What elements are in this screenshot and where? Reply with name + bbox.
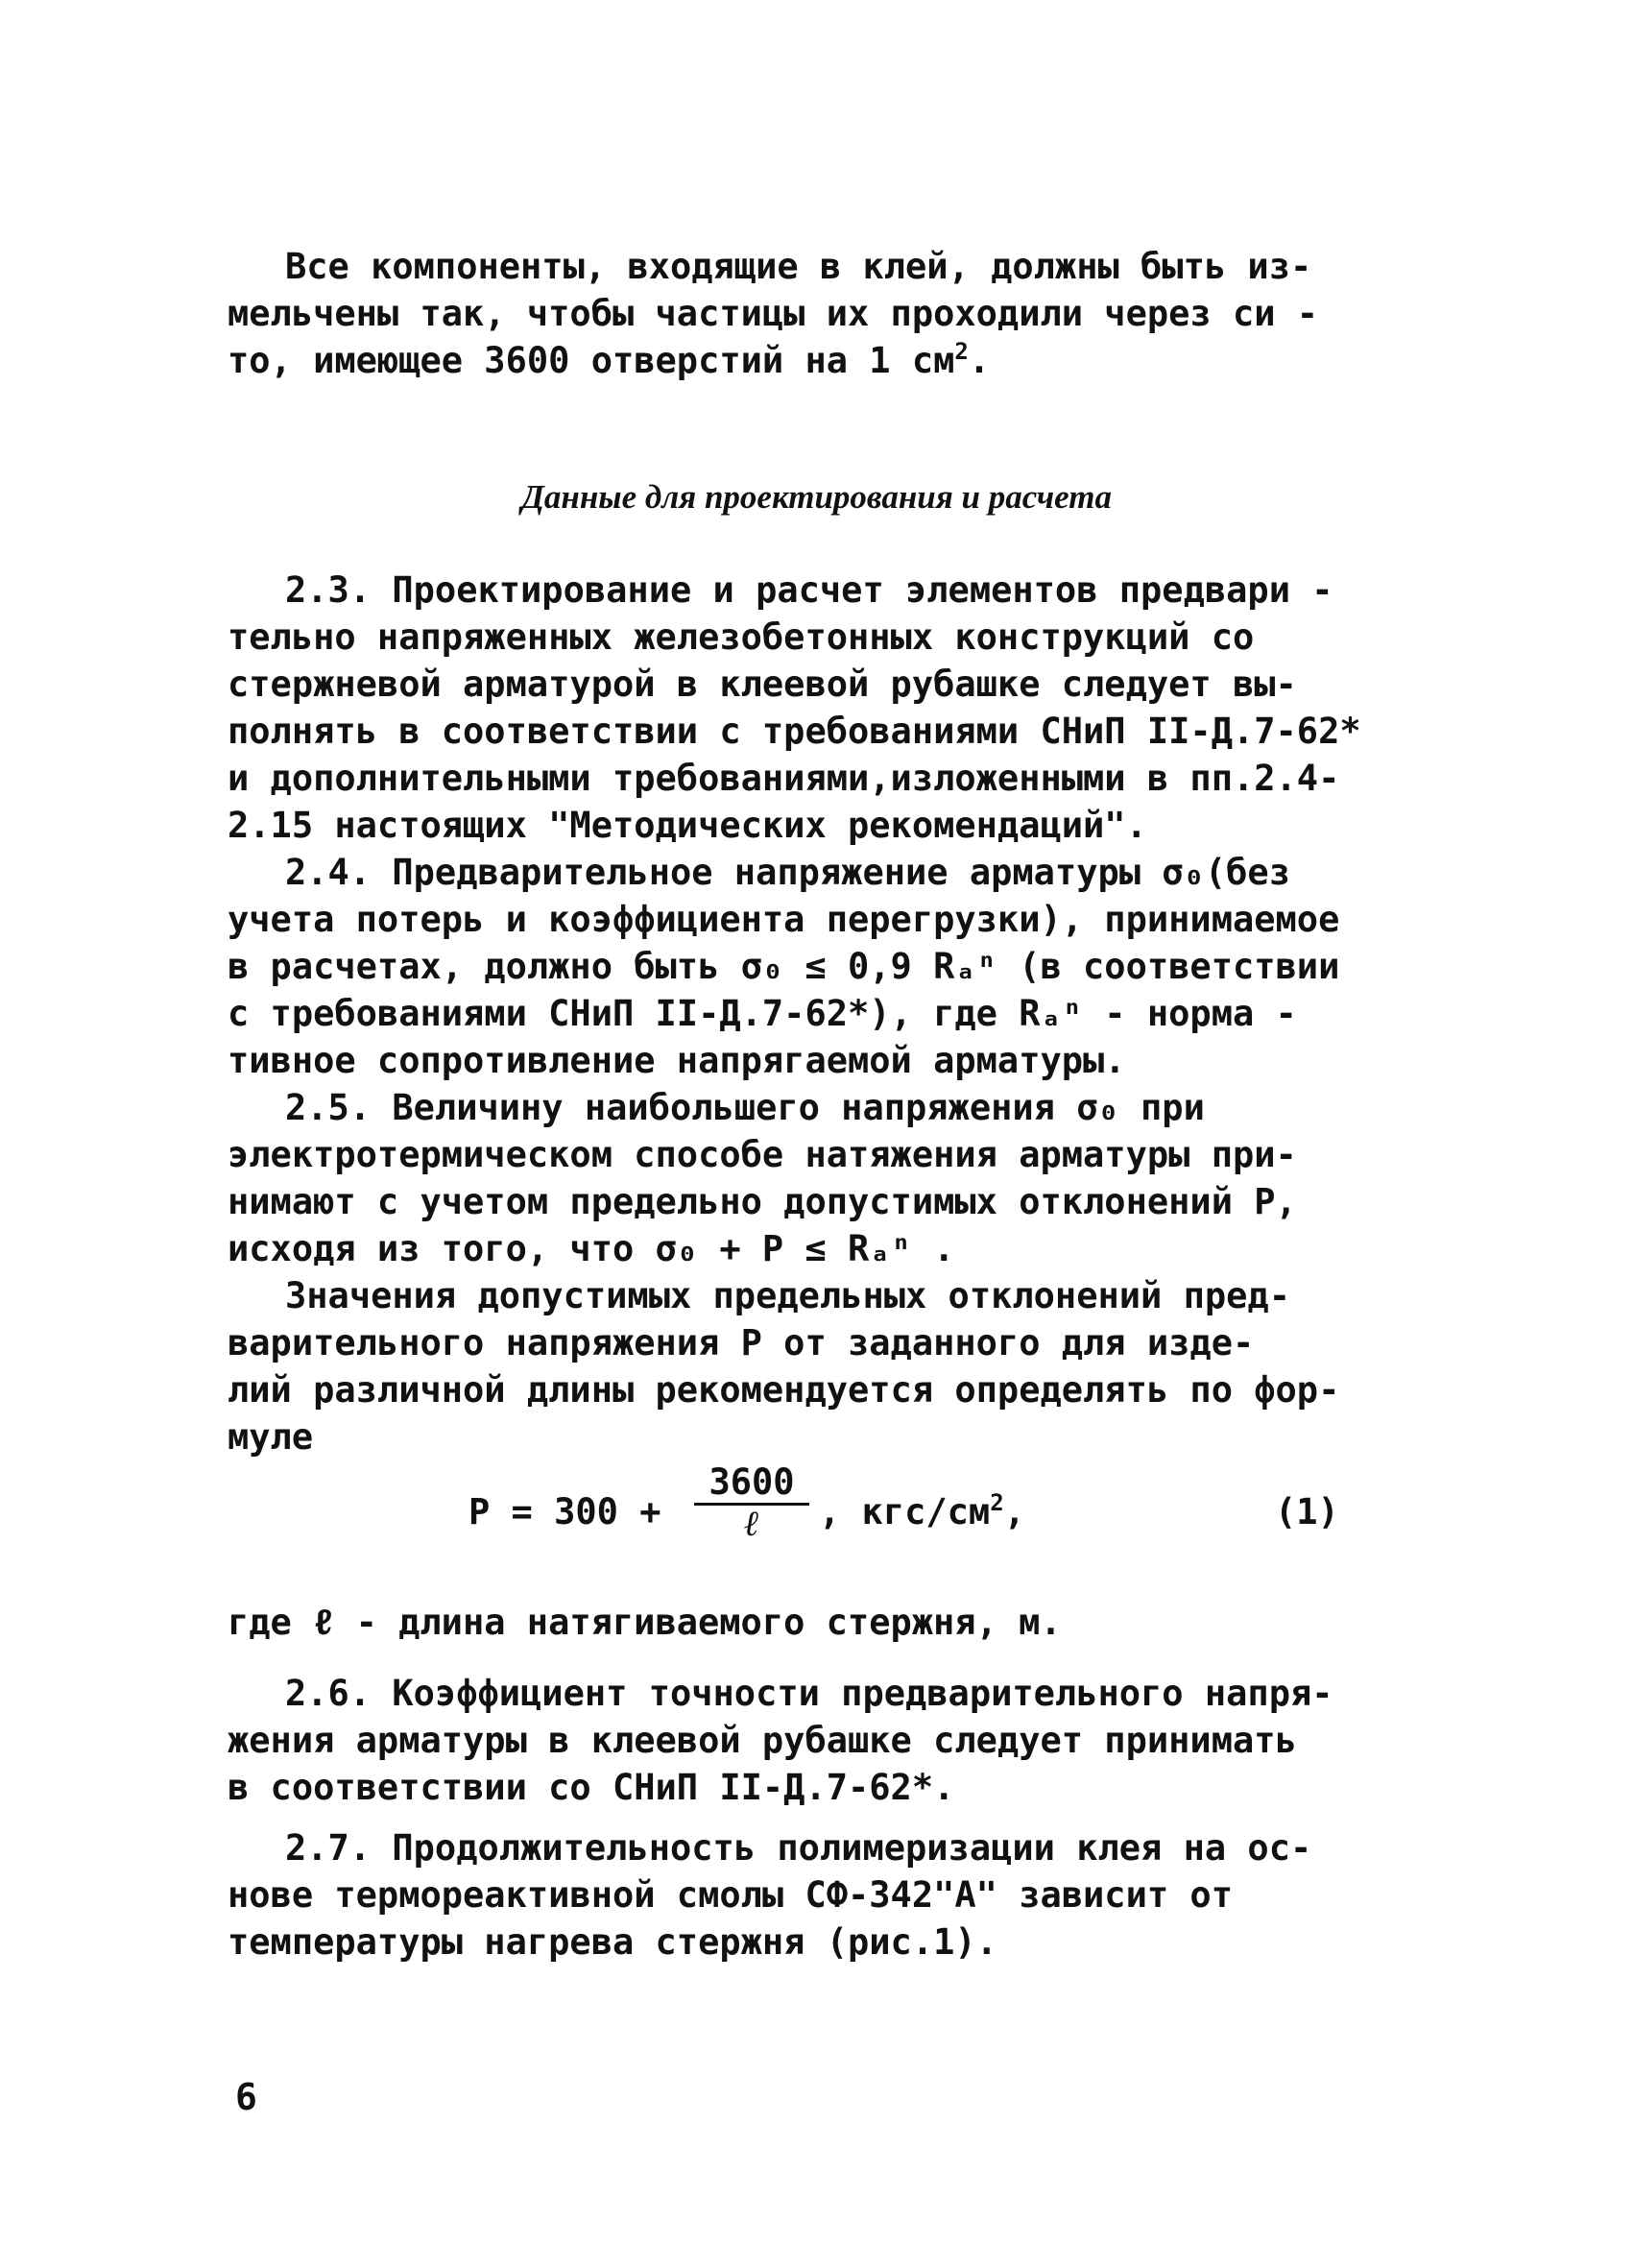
paragraph-2-6 (228, 1670, 1418, 1811)
text-line: 2.4. Предварительное напряжение арматуры σ₀(без (285, 852, 1290, 893)
text-line: учета потерь и коэффициента перегрузки), принимаемое (228, 899, 1340, 940)
text-line: в соответствии со СНиП II-Д.7-62*. (228, 1767, 955, 1808)
paragraph-2-3 (228, 567, 1418, 849)
text-line: муле (228, 1416, 314, 1458)
text-line: 2.7. Продолжительность полимеризации клея на ос- (285, 1827, 1312, 1869)
paragraph-2-4 (228, 849, 1418, 1084)
text-line: Значения допустимых предельных отклонений пред- (285, 1275, 1290, 1316)
formula-numerator: 3600 (694, 1462, 809, 1506)
superscript: 2 (954, 338, 969, 365)
page-number: 6 (235, 2076, 257, 2118)
text-line: тельно напряженных железобетонных конструкций со (228, 616, 1255, 658)
text-line: нове термореактивной смолы СФ-342"А" зависит от (228, 1874, 1233, 1916)
text-line: стержневой арматурой в клеевой рубашке следует вы- (228, 664, 1297, 705)
text-fragment: , (1003, 1491, 1025, 1532)
text-line: 2.3. Проектирование и расчет элементов предвари - (285, 569, 1333, 611)
text-line: 2.5. Величину наибольшего напряжения σ₀ при (285, 1087, 1205, 1128)
text-line: мельчены так, чтобы частицы их проходили через си - (228, 293, 1319, 334)
text-line: полнять в соответствии с требованиями СНиП II-Д.7-62* (228, 711, 1361, 752)
text-line (228, 337, 1418, 384)
where-line: где ℓ - длина натягиваемого стержня, м. (228, 1602, 1062, 1643)
text-line: электротермическом способе натяжения арматуры при- (228, 1134, 1297, 1175)
text-line: Все компоненты, входящие в клей, должны быть из- (285, 246, 1312, 287)
text-line: жения арматуры в клеевой рубашке следует принимать (228, 1720, 1297, 1761)
text-line: тивное сопротивление напрягаемой арматуры. (228, 1040, 1126, 1081)
paragraph-2-7 (228, 1824, 1418, 1966)
text-line: с требованиями СНиП II-Д.7-62*), где Rₐⁿ - норма - (228, 993, 1297, 1034)
text-line: 2.6. Коэффициент точности предварительного напря- (285, 1673, 1333, 1714)
intro-paragraph (228, 243, 1418, 384)
text-line: лий различной длины рекомендуется определять по фор- (228, 1369, 1340, 1411)
formula-rhs (819, 1491, 1025, 1532)
text-line: исходя из того, что σ₀ + P ≤ Rₐⁿ . (228, 1228, 955, 1269)
text-line: нимают с учетом предельно допустимых отклонений P, (228, 1181, 1297, 1222)
formula-lhs: P = 300 + (468, 1491, 661, 1532)
text-fragment: , кгс/см (819, 1491, 991, 1532)
text-line: варительного напряжения P от заданного для изде- (228, 1322, 1255, 1363)
paragraph-2-5-continued (228, 1272, 1418, 1460)
formula-fraction (694, 1462, 809, 1544)
text-line: 2.15 настоящих "Методических рекомендаций". (228, 805, 1147, 846)
text-fragment: . (968, 340, 991, 381)
superscript: 2 (990, 1489, 1004, 1516)
text-line: и дополнительными требованиями,изложенными в пп.2.4- (228, 758, 1340, 799)
formula-number: (1) (1275, 1491, 1339, 1532)
paragraph-2-5 (228, 1084, 1418, 1272)
text-line: в расчетах, должно быть σ₀ ≤ 0,9 Rₐⁿ (в соответствии (228, 946, 1340, 987)
formula-denominator: ℓ (744, 1505, 759, 1544)
formula-1 (468, 1462, 1371, 1549)
section-heading: Данные для проектирования и расчета (521, 478, 1112, 516)
text-fragment: то, имеющее 3600 отверстий на 1 см (228, 340, 955, 381)
text-line: температуры нагрева стержня (рис.1). (228, 1921, 997, 1963)
